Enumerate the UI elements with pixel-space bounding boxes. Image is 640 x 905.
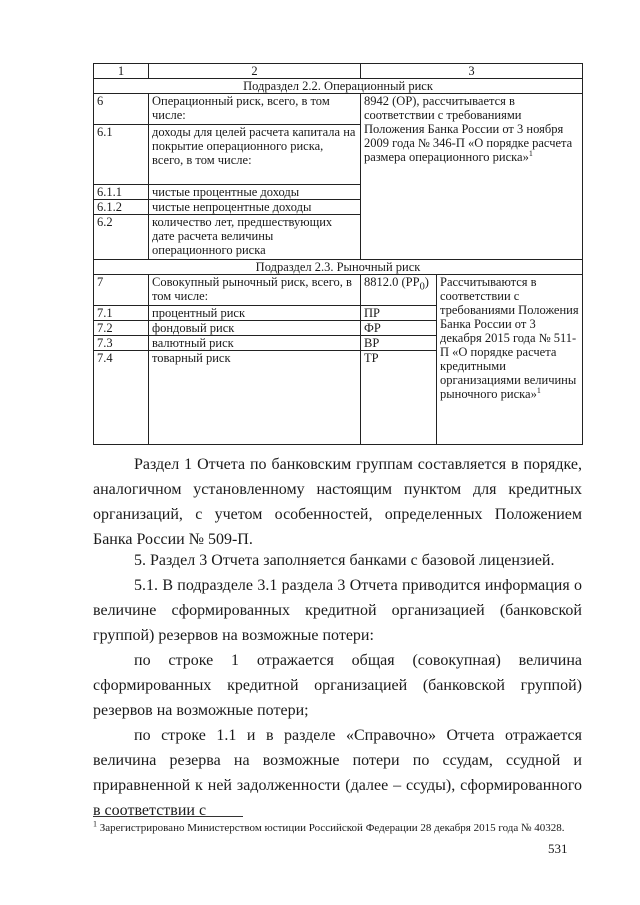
paragraph-item-5-1: 5.1. В подразделе 3.1 раздела 3 Отчета приводится информация о величине сформированных кредитной организацией (банковской группой) резервов на возможные потери:	[93, 577, 582, 644]
report-table	[93, 63, 583, 445]
row-label: Совокупный рыночный риск, всего, в том числе:	[149, 275, 361, 306]
paragraph-line-1-1: по строке 1.1 и в разделе «Справочно» Отчета отражается величина резерва на возможные потери по ссудам, ссудной и приравненной к ней задолженности (далее – ссуды), сформированного в соответствии с	[93, 727, 582, 819]
row-label: количество лет, предшествующих дате расчета величины операционного риска	[149, 215, 361, 260]
subsection-operational-risk: Подраздел 2.2. Операционный риск	[94, 79, 583, 94]
row-code: ВР	[361, 336, 437, 351]
row-number: 6.1	[94, 125, 149, 185]
row-number: 7.3	[94, 336, 149, 351]
operational-risk-note	[361, 94, 583, 260]
footnote	[93, 819, 582, 835]
market-risk-note	[437, 275, 583, 445]
footnote-ref: 1	[536, 385, 541, 395]
paragraph-item-5: 5. Раздел 3 Отчета заполняется банками с базовой лицензией.	[134, 552, 555, 569]
subsection-market-risk: Подраздел 2.3. Рыночный риск	[94, 260, 583, 275]
footnote-separator	[93, 816, 243, 817]
row-code: ТР	[361, 351, 437, 445]
row-number: 7.2	[94, 321, 149, 336]
row-code: ПР	[361, 306, 437, 321]
table-header-row	[94, 64, 583, 79]
row-label: фондовый риск	[149, 321, 361, 336]
header-col-3: 3	[361, 64, 583, 79]
footnote-ref: 1	[528, 148, 533, 158]
row-number: 6	[94, 94, 149, 125]
row-label: товарный риск	[149, 351, 361, 445]
row-label: валютный риск	[149, 336, 361, 351]
body-text	[93, 548, 582, 823]
header-col-2: 2	[149, 64, 361, 79]
paragraph-section1: Раздел 1 Отчета по банковским группам составляется в порядке, аналогичном установленному настоящим пунктом для кредитных организаций, с учетом особенностей, определенных Положением Банка России № 509-П.	[93, 456, 582, 548]
footnote-mark: 1	[93, 819, 97, 829]
row-label: чистые процентные доходы	[149, 185, 361, 200]
header-col-1: 1	[94, 64, 149, 79]
row-code: ФР	[361, 321, 437, 336]
row-label: доходы для целей расчета капитала на покрытие операционного риска, всего, в том числе:	[149, 125, 361, 185]
footnote-text: Зарегистрировано Министерством юстиции Российской Федерации 28 декабря 2015 года № 40328.	[97, 822, 565, 834]
row-number: 6.2	[94, 215, 149, 260]
row-label: процентный риск	[149, 306, 361, 321]
page-number: 531	[548, 841, 568, 856]
paragraph-line-1: по строке 1 отражается общая (совокупная) величина сформированных кредитной организацией (банковской группой) резервов на возможные потери;	[93, 652, 582, 719]
row-number: 6.1.1	[94, 185, 149, 200]
op-note-text: 8942 (ОР), рассчитывается в соответствии с требованиями Положения Банка России от 3 ноября 2009 года № 346-П «О порядке расчета размера операционного риска»	[364, 94, 573, 164]
mkt-note-text: Рассчитываются в соответствии с требованиями Положения Банка России от 3 декабря 2015 года № 511-П «О порядке расчета кредитными организациями величины рыночного риска»	[440, 275, 579, 401]
row-number: 7.1	[94, 306, 149, 321]
row-number: 7	[94, 275, 149, 306]
row-code: 8812.0 $(РР_0)$	[361, 275, 437, 306]
row-number: 6.1.2	[94, 200, 149, 215]
row-label: Операционный риск, всего, в том числе:	[149, 94, 361, 125]
row-label: чистые непроцентные доходы	[149, 200, 361, 215]
row-number: 7.4	[94, 351, 149, 445]
